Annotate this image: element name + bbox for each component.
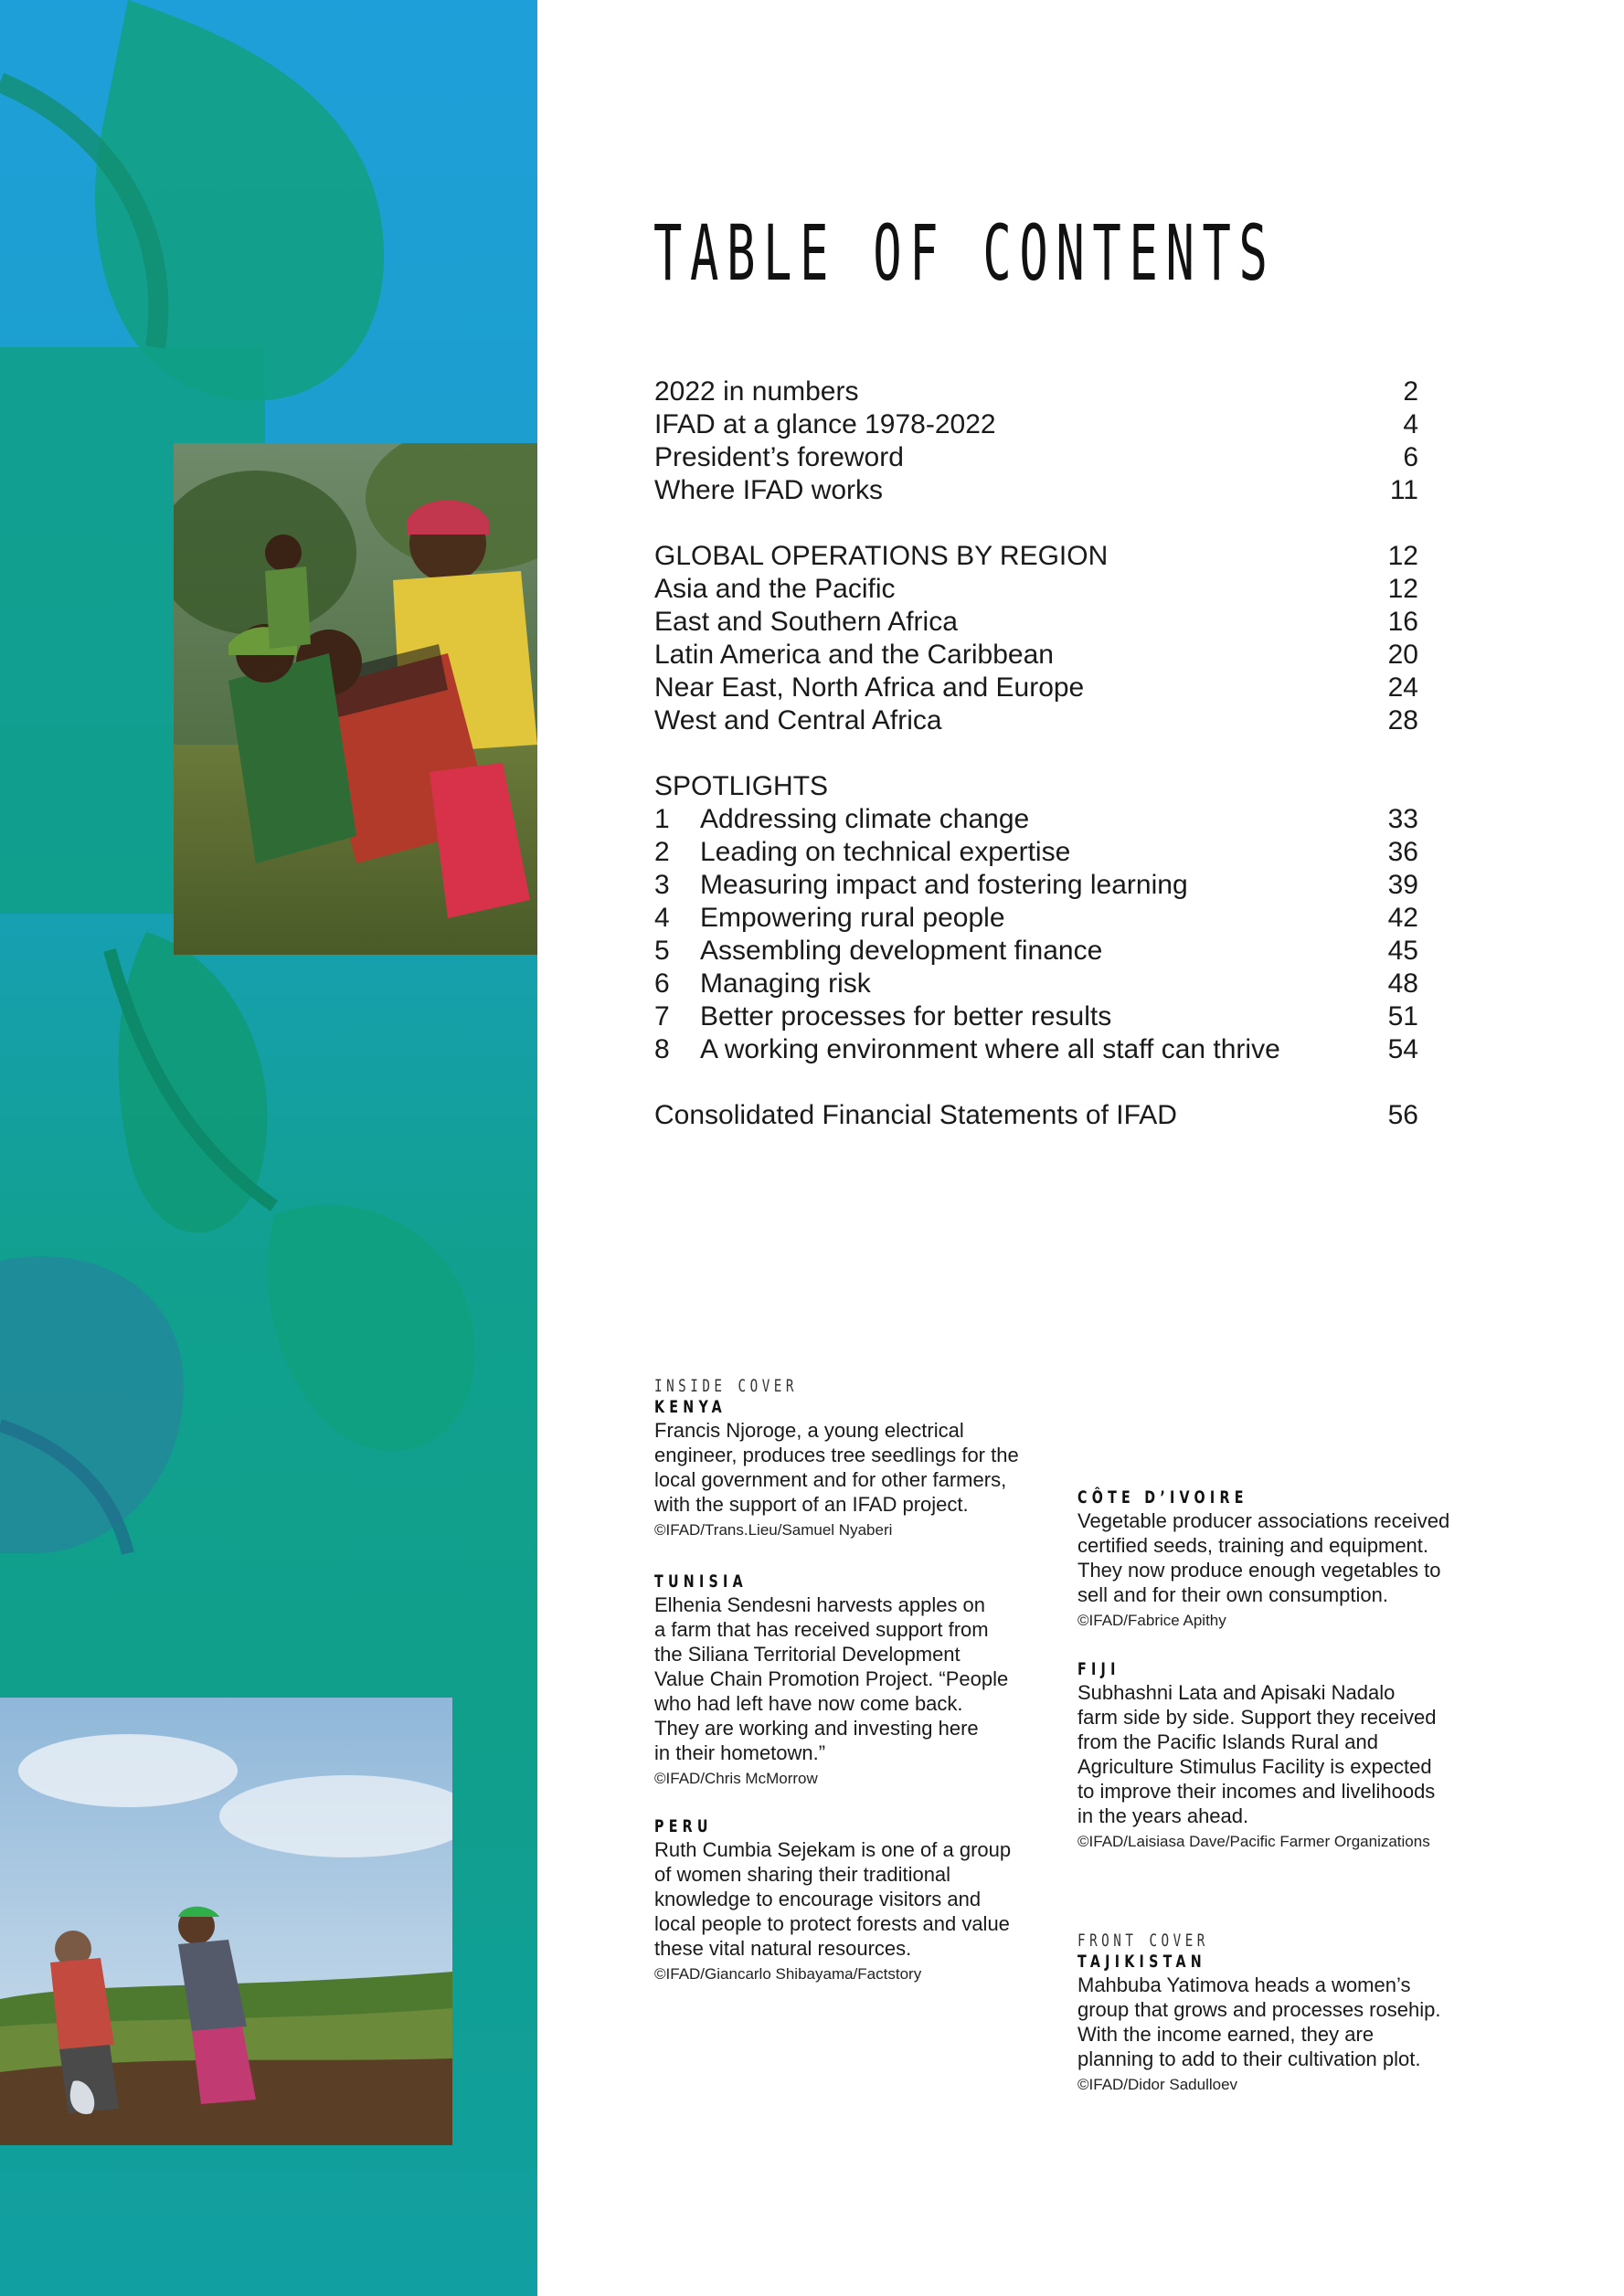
toc-entry-page: 54 [1387,1034,1418,1064]
spotlights-heading: SPOTLIGHTS [654,771,829,801]
spotlight-number: 4 [654,903,670,933]
caption-credit: ©IFAD/Chris McMorrow [654,1770,818,1787]
toc-entry-label: A working environment where all staff can thrive [700,1034,1280,1064]
toc-entry-page: 2 [1403,376,1418,407]
toc-entry[interactable] [654,902,1418,935]
toc-entry[interactable] [654,803,1418,836]
caption-credit: ©IFAD/Fabrice Apithy [1077,1612,1226,1629]
spotlight-number: 6 [654,968,670,999]
caption-credit: ©IFAD/Giancarlo Shibayama/Factstory [654,1965,922,1983]
caption-text: Subhashni Lata and Apisaki Nadalo farm side by side. Support they received from the Pacific Islands Rural and Agriculture Stimulus Facility is expected to improve their incomes and livelihoods in the years ahead. [1077,1681,1437,1827]
caption-kicker: FRONT COVER [1077,1931,1209,1951]
caption-text: Mahbuba Yatimova heads a women’s group that grows and processes rosehip. With the income earned, they are planning to add to their cultivation plot. [1077,1973,1441,2070]
spotlight-number: 5 [654,936,670,966]
caption-kicker: INSIDE COVER [654,1376,798,1396]
toc-entry-page: 12 [1387,541,1418,571]
toc-entry-label: East and Southern Africa [654,607,958,637]
toc-entry-page: 42 [1387,903,1418,933]
spotlight-number: 3 [654,870,670,900]
caption-fiji [1077,1658,1507,1853]
toc-entry-page: 24 [1387,672,1418,703]
caption-country: KENYA [654,1397,727,1417]
toc-entry-label: IFAD at a glance 1978-2022 [654,409,996,439]
toc-entry-page: 20 [1387,640,1418,670]
toc-entry[interactable] [654,1033,1418,1066]
toc-entry-label: Leading on technical expertise [700,837,1071,867]
toc-section-heading[interactable] [654,540,1418,573]
photo-farmers-field [0,1698,452,2145]
toc-entry-page: 45 [1387,936,1418,966]
toc-entry-page: 6 [1403,442,1418,472]
caption-peru [654,1815,1047,1985]
caption-country: TUNISIA [654,1571,748,1592]
toc-entry[interactable] [654,869,1418,902]
toc-entry[interactable] [654,376,1418,408]
caption-text: Francis Njoroge, a young electrical engineer, produces tree seedlings for the local government and for other farmers, with the support of an IFAD project. [654,1419,1019,1516]
toc-spacer [654,1066,1418,1099]
caption-kenya [654,1376,1047,1541]
toc-entry[interactable] [654,408,1418,441]
toc-entry[interactable] [654,968,1418,1000]
toc-entry-page: 48 [1387,968,1418,999]
toc-entry-page: 4 [1403,409,1418,439]
photo-women-farming [174,443,537,955]
caption-credit: ©IFAD/Didor Sadulloev [1077,2076,1238,2093]
toc-entry[interactable] [654,1000,1418,1033]
toc-spacer [654,737,1418,770]
toc-entry-label: Near East, North Africa and Europe [654,672,1085,703]
caption-text: Vegetable producer associations received certified seeds, training and equipment. They now produce enough vegetables to sell and for their own consumption. [1077,1509,1450,1606]
toc-entry[interactable] [654,474,1418,507]
toc-entry[interactable] [654,704,1418,737]
toc-entry[interactable] [654,606,1418,639]
caption-text: Ruth Cumbia Sejekam is one of a group of women sharing their traditional knowledge to encourage visitors and local people to protect forests and value these vital natural resources. [654,1838,1012,1960]
caption-country: TAJIKISTAN [1077,1952,1206,1972]
toc-entry-page: 11 [1389,475,1418,505]
toc-entry[interactable] [654,1099,1418,1132]
caption-country: FIJI [1077,1659,1120,1679]
toc-entry-page: 39 [1387,870,1418,900]
caption-text: Elhenia Sendesni harvests apples on a farm that has received support from the Siliana Territorial Development Value Chain Promotion Project. “People who had left have now come back. They are working and investing here in their hometown.” [654,1593,1009,1764]
toc-section-heading[interactable] [654,770,1418,803]
spotlight-number: 7 [654,1001,670,1032]
page-title: TABLE OF CONTENTS [653,208,1276,298]
toc-entry-label: Asia and the Pacific [654,574,896,604]
toc-entry[interactable] [654,836,1418,869]
toc-entry[interactable] [654,573,1418,606]
toc-entry[interactable] [654,639,1418,672]
caption-cote-divoire [1077,1487,1507,1632]
table-of-contents [654,376,1418,1132]
toc-entry-label: President’s foreword [654,442,904,472]
toc-entry-label: Managing risk [700,968,871,999]
toc-entry-page: 16 [1387,607,1418,637]
caption-country: PERU [654,1816,713,1836]
toc-entry-label: Addressing climate change [700,804,1030,834]
toc-entry-label: Consolidated Financial Statements of IFAD [654,1100,1177,1130]
toc-entry-page: 28 [1387,705,1418,735]
toc-entry-label: 2022 in numbers [654,376,859,407]
spotlight-number: 2 [654,837,670,867]
toc-entry-label: Assembling development finance [700,936,1103,966]
caption-credit: ©IFAD/Trans.Lieu/Samuel Nyaberi [654,1521,893,1539]
toc-entry-label: West and Central Africa [654,705,942,735]
toc-entry-label: GLOBAL OPERATIONS BY REGION [654,541,1109,571]
toc-entry-page: 33 [1387,804,1418,834]
toc-entry[interactable] [654,935,1418,968]
toc-entry-label: Where IFAD works [654,475,884,505]
caption-country: CÔTE D’IVOIRE [1077,1487,1248,1508]
toc-entry-page: 36 [1387,837,1418,867]
toc-entry-label: Empowering rural people [700,903,1005,933]
toc-entry-label: Latin America and the Caribbean [654,640,1054,670]
spotlight-number: 1 [654,804,670,834]
toc-entry-page: 51 [1387,1001,1418,1032]
toc-entry-page: 12 [1387,574,1418,604]
cover-image-panel [0,0,537,2296]
toc-entry-label: Better processes for better results [700,1001,1112,1032]
toc-entry[interactable] [654,672,1418,704]
caption-tajikistan [1077,1931,1507,2096]
spotlight-number: 8 [654,1034,670,1064]
toc-entry[interactable] [654,441,1418,474]
toc-spacer [654,507,1418,540]
caption-credit: ©IFAD/Laisiasa Dave/Pacific Farmer Organizations [1077,1833,1430,1850]
caption-tunisia [654,1571,1047,1790]
toc-entry-label: Measuring impact and fostering learning [700,870,1188,900]
toc-entry-page: 56 [1387,1100,1418,1130]
